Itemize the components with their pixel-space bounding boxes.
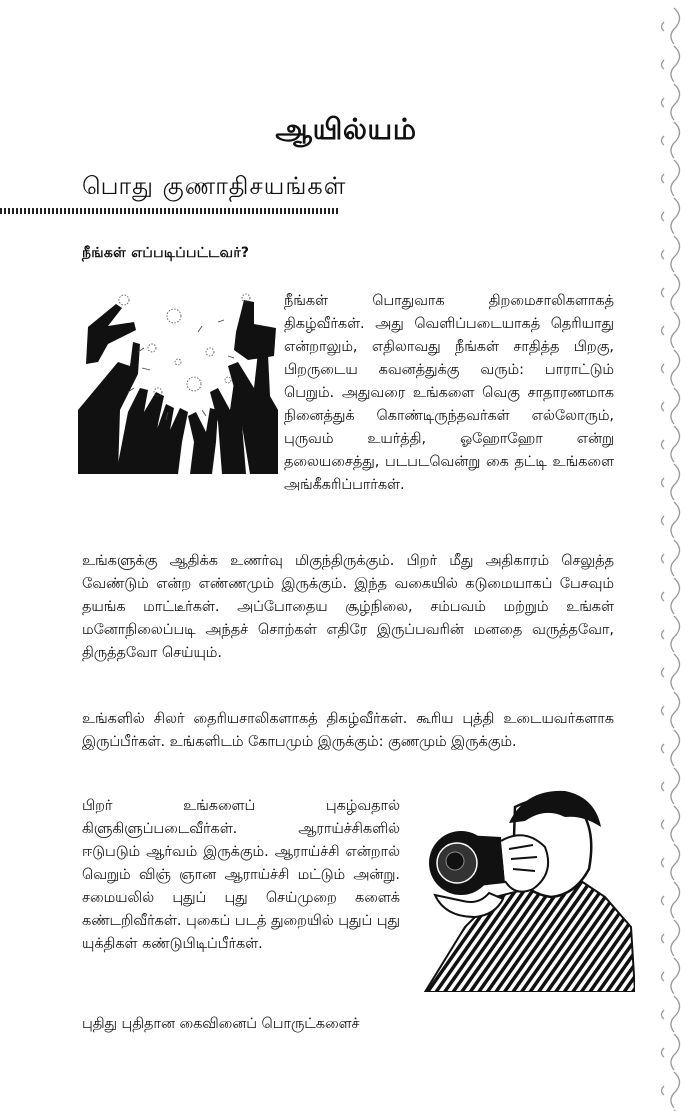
border-motif <box>662 1010 665 1019</box>
border-motif <box>671 730 680 766</box>
paragraph-3: உங்களில் சிலர் தைரியசாலிகளாகத் திகழ்வீர்கள். கூரிய புத்தி உடையவர்களாக இருப்பீர்கள். உங்களிடம் கோபமும் இருக்கும்: குணமும் இருக்கும். <box>82 711 614 750</box>
border-motif <box>671 578 680 614</box>
border-motif <box>662 972 665 981</box>
border-motif <box>662 858 665 867</box>
border-motif <box>671 540 680 576</box>
paragraph-1: நீங்கள் பொதுவாக திறமைசாலிகளாகத் திகழ்வீர்கள். அது வெளிப்படையாகத் தெரியாது என்றாலும், எதிலாவது நீங்கள் சாதித்த பிறகு, பிறருடைய கவனத்துக்கு வரும்: பாராட்டும் பெறும். அதுவரை உங்களை வெகு சாதாரணமாக நினைத்துக் கொண்டிருந்தவர்கள் எல்லோரும், புருவம் உயர்த்தி, ஓஹோஹோ என்று தலையசைத்து, படபடவென்று கை தட்டி உங்களை அங்கீகரிப்பார்கள். <box>284 293 614 493</box>
border-motif <box>662 516 665 525</box>
border-motif <box>662 1086 665 1095</box>
section-title: பொது குணாதிசயங்கள் <box>82 172 347 200</box>
border-motif <box>662 288 665 297</box>
border-motif <box>671 160 680 196</box>
border-motif <box>671 502 680 538</box>
border-motif <box>662 478 665 487</box>
section-divider <box>0 208 340 214</box>
border-motif <box>671 654 680 690</box>
border-motif <box>662 554 665 563</box>
border-motif <box>671 350 680 386</box>
border-motif <box>671 426 680 462</box>
border-motif <box>671 312 680 348</box>
border-motif <box>662 364 665 373</box>
border-motif <box>662 744 665 753</box>
border-motif <box>662 1048 665 1057</box>
border-motif <box>671 768 680 804</box>
border-motif <box>662 592 665 601</box>
paragraph-4: பிறர் உங்களைப் புகழ்வதால் கிளுகிளுப்படைவீர்கள். ஆராய்ச்சிகளில் ஈடுபடும் ஆர்வம் இருக்கும். ஆராய்ச்சி என்றால் வெறும் விஞ் ஞான ஆராய்ச்சி மட்டும் அன்று. சமையலில் புதுப் புது செய்முறை களைக் கண்டறிவீர்கள். புகைப் படத் துறையில் புதுப் புது யுக்திகள் கண்டுபிடிப்பீர்கள். <box>82 798 400 952</box>
border-motif <box>671 692 680 728</box>
border-motif <box>662 782 665 791</box>
border-motif <box>662 22 665 31</box>
border-motif <box>662 60 665 69</box>
subheading: நீங்கள் எப்படிப்பட்டவர்? <box>82 245 250 261</box>
border-motif <box>662 668 665 677</box>
paragraph-2: உங்களுக்கு ஆதிக்க உணர்வு மிகுந்திருக்கும். பிறர் மீது அதிகாரம் செலுத்த வேண்டும் என்ற எண்ணமும் இருக்கும். இந்த வகையில் கடுமையாகப் பேசவும் தயங்க மாட்டீர்கள். அப்போதைய சூழ்நிலை, சம்பவம் மற்றும் உங்கள் மனோநிலைப்படி அந்தச் சொற்கள் எதிரே இருப்பவரின் மனதை வருத்தவோ, திருத்தவோ செய்யும். <box>82 553 614 661</box>
border-motif <box>662 896 665 905</box>
border-motif <box>662 934 665 943</box>
border-motif <box>662 174 665 183</box>
border-motif <box>671 920 680 956</box>
border-motif <box>671 236 680 272</box>
border-motif <box>671 958 680 994</box>
border-motif <box>671 882 680 918</box>
border-motif <box>671 198 680 234</box>
border-motif <box>662 326 665 335</box>
border-motif <box>662 212 665 221</box>
border-motif <box>671 8 680 44</box>
border-motif <box>671 1072 680 1108</box>
border-motif <box>671 1034 680 1070</box>
border-motif <box>662 440 665 449</box>
border-motif <box>671 806 680 842</box>
border-motif <box>671 844 680 880</box>
border-motif <box>662 98 665 107</box>
decorative-border <box>652 0 692 1111</box>
border-motif <box>662 630 665 639</box>
clapping-hands-illustration <box>78 292 278 474</box>
border-motif <box>662 820 665 829</box>
page-title: ஆயில்யம் <box>275 112 417 146</box>
paragraph-5: புதிது புதிதான கைவினைப் பொருட்களைச் <box>82 1016 360 1032</box>
border-motif <box>662 250 665 259</box>
border-motif <box>662 706 665 715</box>
border-motif <box>662 402 665 411</box>
border-motif <box>671 274 680 310</box>
border-motif <box>671 464 680 500</box>
border-motif <box>671 996 680 1032</box>
border-motif <box>671 388 680 424</box>
photographer-illustration <box>405 777 635 992</box>
border-motif <box>671 616 680 652</box>
border-motif <box>671 46 680 82</box>
